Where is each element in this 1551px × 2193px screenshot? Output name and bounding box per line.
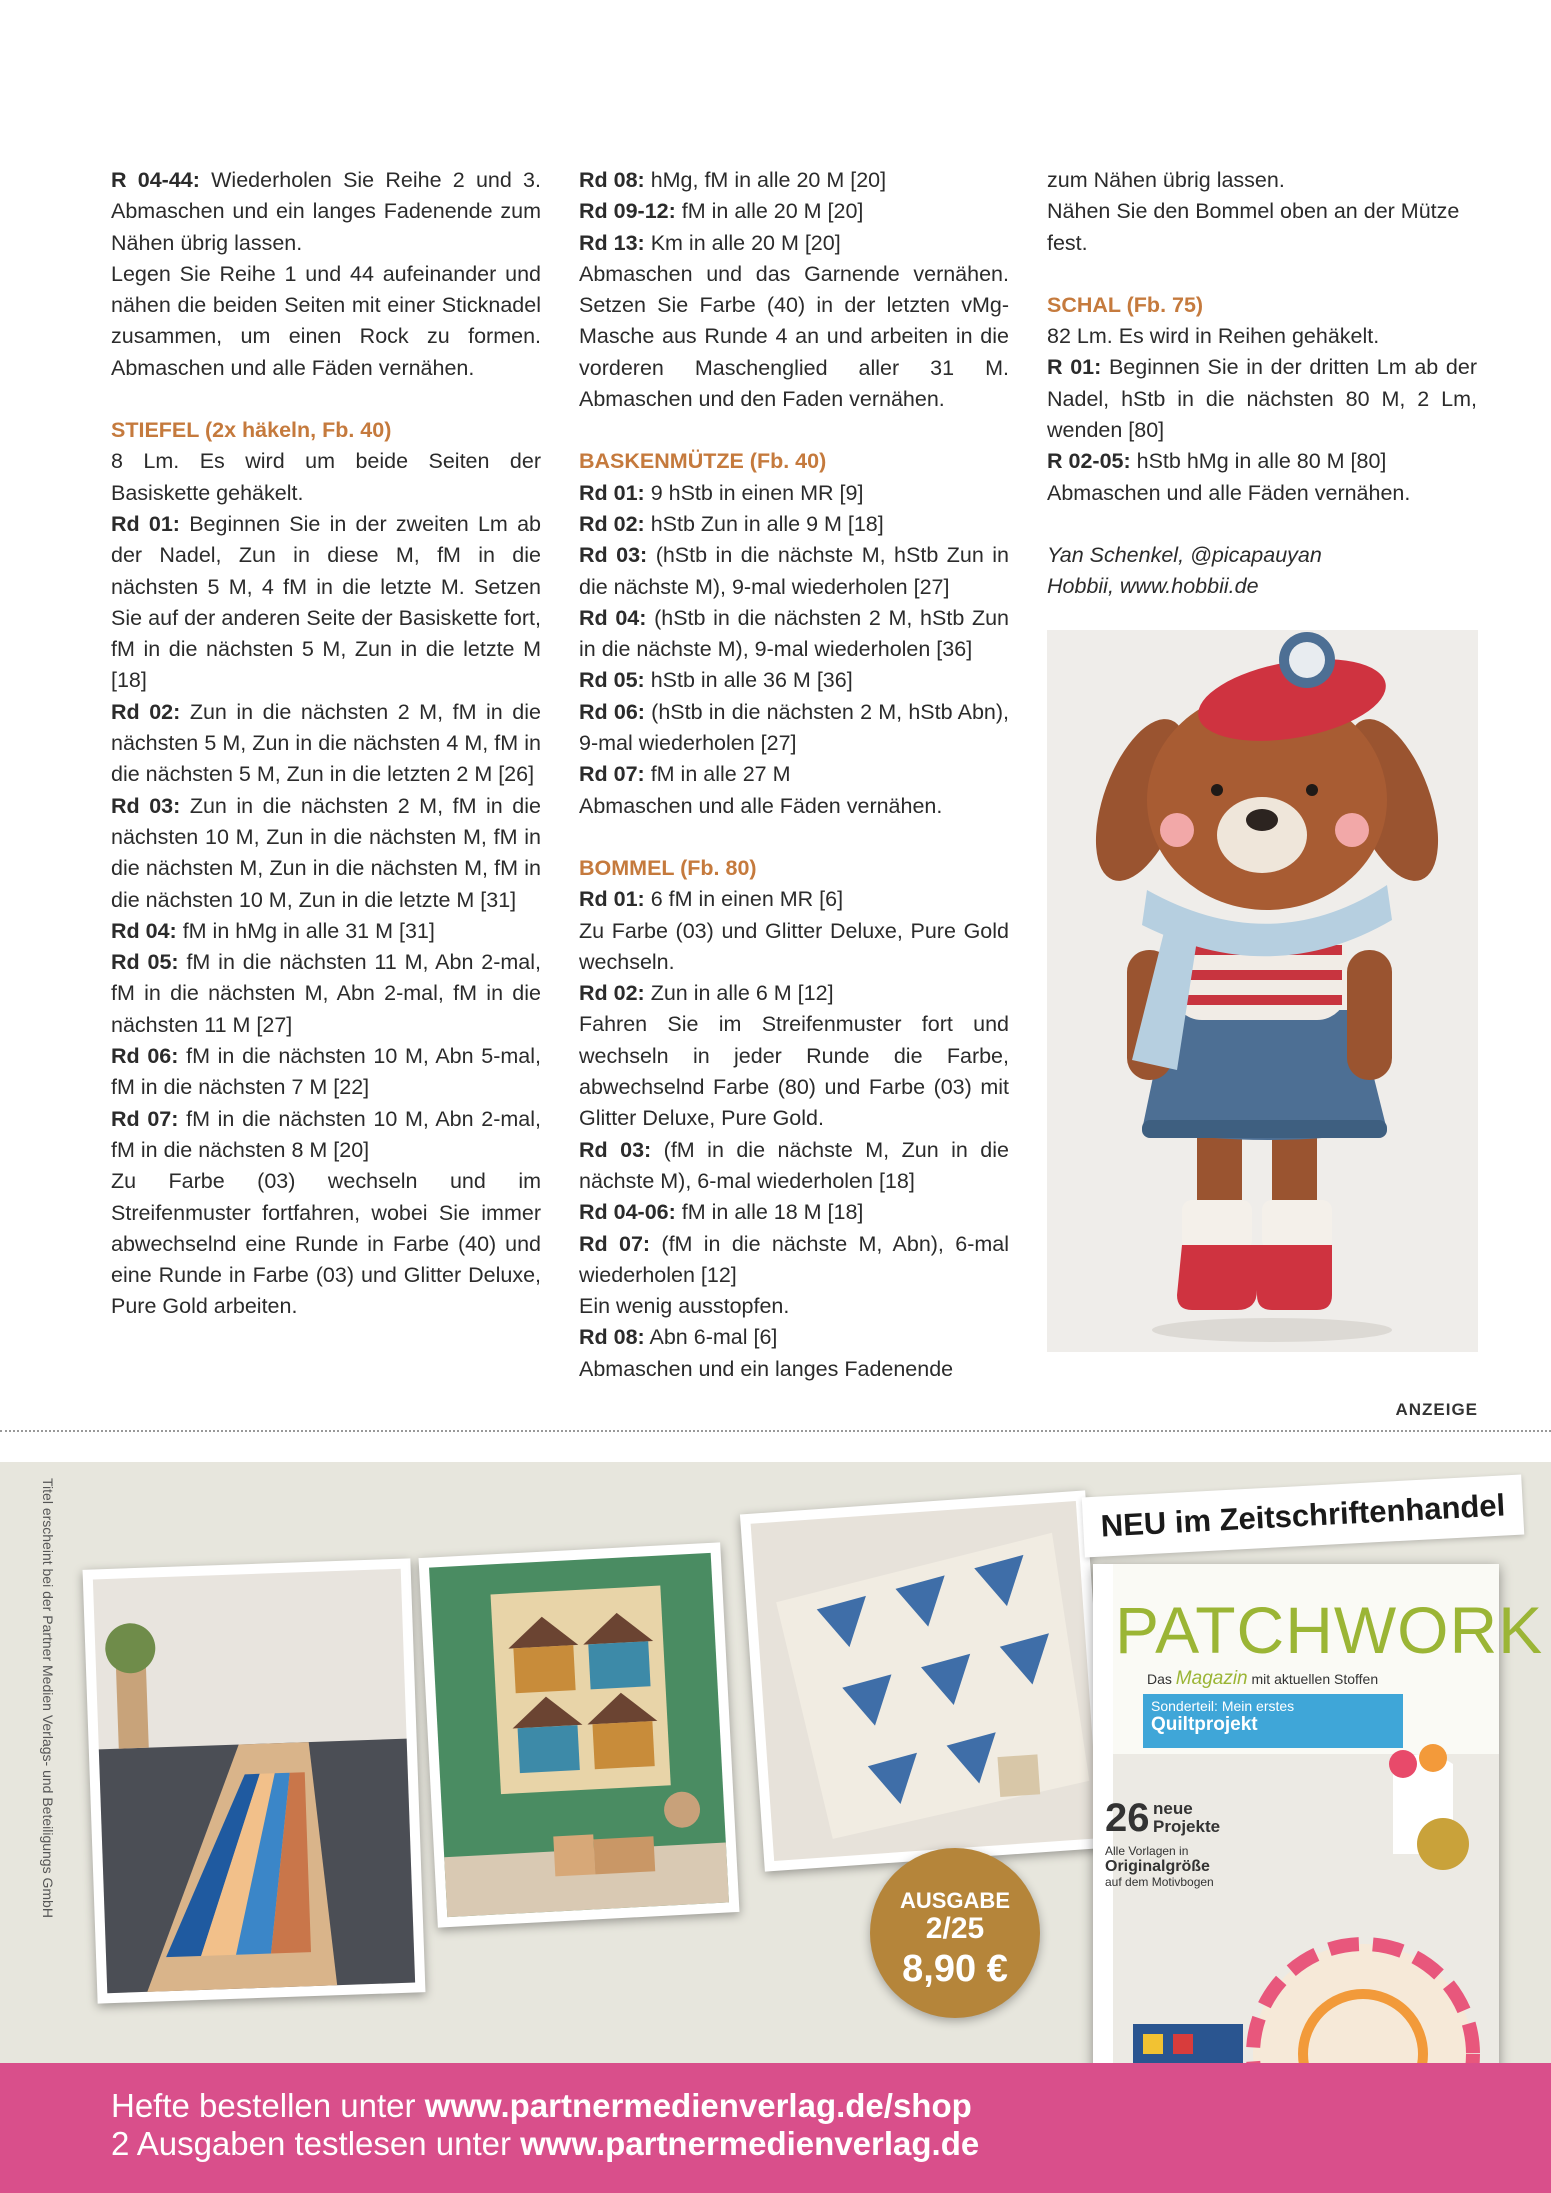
amigurumi-doll-illustration [1047,630,1478,1352]
publisher-link[interactable]: www.partnermedienverlag.de [520,2125,980,2162]
table-runner-image [93,1569,415,1993]
row-text: Zun in die nächsten 2 M, fM in die nächsten 5 M, Zun in die nächsten 4 M, fM in die nächsten 5 M, Zun in die letzten 2 M [26] [111,699,541,787]
row-item [579,665,1009,696]
row-item [579,697,1009,760]
row-item [111,1041,541,1104]
ad-label: ANZEIGE [1395,1400,1478,1419]
publisher-note-text: Titel erscheint bei der Partner Medien Verlags- und Beteiligungs GmbH [40,1478,56,1918]
row-text: Beginnen Sie in der dritten Lm ab der Nadel, hStb in die nächsten 80 M, 2 Lm, wenden [80] [1047,355,1478,443]
row-item [111,947,541,1041]
row-text: Km in alle 20 M [20] [644,230,841,255]
paragraph: Abmaschen und das Garnende vernähen. Setzen Sie Farbe (40) in der letzten vMg-Masche aus Runde 4 an und arbeiten in die vorderen Maschenglied aller 31 M. Abmaschen und den Faden vernähen. [579,261,1009,412]
row-label: Rd 02: [579,511,645,536]
special-section-box [1143,1694,1403,1748]
subtitle-post: mit aktuellen Stoffen [1247,1671,1379,1687]
photo-house-quilt [419,1542,740,1927]
row-label: Rd 02: [111,699,181,724]
orig-line-1: Alle Vorlagen in [1105,1844,1189,1858]
row-text: Abn 6-mal [6] [644,1325,778,1350]
paragraph: Nähen Sie den Bommel oben an der Mütze fest. [1047,199,1460,255]
column-2 [579,165,1009,1385]
order-line-1 [111,2087,972,2125]
source-credit: Hobbii, www.hobbii.de [1047,574,1259,599]
heading-schal: SCHAL (Fb. 75) [1047,292,1204,317]
publisher-note [36,1478,76,2018]
row-label: Rd 08: [579,1325,645,1350]
paragraph: Ein wenig ausstopfen. [579,1294,790,1319]
new-in-stores-label: NEU im Zeitschriftenhandel [1082,1475,1525,1558]
order-banner [0,2063,1551,2193]
order-line-2 [111,2125,979,2163]
order-line-1-text: Hefte bestellen unter [111,2087,425,2124]
row-label: R 01: [1047,355,1102,380]
row-item [111,791,541,916]
magazine-subtitle [1147,1668,1378,1690]
row-item [579,978,1009,1009]
paragraph: zum Nähen übrig lassen. [1047,168,1285,192]
row-item [579,1229,1009,1292]
row-label: Rd 02: [579,981,645,1006]
subtitle-magazin: Magazin [1175,1668,1248,1689]
row-item [579,884,1009,915]
row-label: Rd 03: [111,793,181,818]
row-text: Zun in alle 6 M [12] [644,981,834,1006]
badge-price: 8,90 € [902,1948,1008,1990]
paragraph: Zu Farbe (03) und Glitter Deluxe, Pure Gold wechseln. [579,918,1009,974]
row-item [1047,446,1477,477]
row-label: Rd 08: [579,168,645,192]
photo-table-runner [83,1558,426,2003]
row-item [111,697,541,791]
row-text: (fM in die nächste M, Zun in die nächste M), 6-mal wiederholen [18] [579,1137,1009,1193]
paragraph [111,165,541,259]
author-credit: Yan Schenkel, @picapauyan [1047,542,1322,567]
heading-baskenmuetze: BASKENMÜTZE (Fb. 40) [579,449,827,474]
paragraph: Abmaschen und alle Fäden vernähen. [1047,480,1411,505]
row-label: Rd 06: [579,699,645,724]
house-quilt-image [429,1553,729,1917]
orig-line-3: auf dem Motivbogen [1105,1875,1214,1889]
row-label: Rd 06: [111,1044,179,1069]
paragraph: Abmaschen und alle Fäden vernähen. [579,793,943,818]
row-text: fM in alle 20 M [20] [675,199,864,224]
row-item [579,509,1009,540]
originals-note [1105,1844,1214,1890]
row-text: fM in die nächsten 10 M, Abn 2-mal, fM in die nächsten 8 M [20] [111,1106,541,1162]
row-item [579,1322,1009,1353]
row-text: fM in alle 27 M [644,762,791,787]
row-label: Rd 05: [111,950,179,975]
row-item [579,228,1009,259]
row-text: 9 hStb in einen MR [9] [644,480,864,505]
row-label: R 02-05: [1047,449,1131,474]
paragraph: 8 Lm. Es wird um beide Seiten der Basiskette gehäkelt. [111,449,541,505]
badge-issue-number: 2/25 [925,1912,985,1945]
row-label: Rd 04-06: [579,1200,676,1225]
project-count: 26 [1105,1796,1150,1840]
badge-issue-label: AUSGABE [899,1888,1010,1913]
row-text: hStb hMg in alle 80 M [80] [1130,449,1387,474]
row-text: 6 fM in einen MR [6] [644,887,844,912]
paragraph: Abmaschen und ein langes Fadenende [579,1356,954,1381]
row-label: Rd 01: [111,511,180,536]
row-item [579,603,1009,666]
paragraph: Legen Sie Reihe 1 und 44 aufeinander und nähen die beiden Seiten mit einer Sticknadel zusammen, um einen Rock zu formen. Abmaschen und alle Fäden vernähen. [111,261,541,380]
amigurumi-photo [1047,630,1478,1352]
new-projects-label [1153,1800,1220,1836]
row-label: Rd 05: [579,668,645,693]
paragraph: Zu Farbe (03) wechseln und im Streifenmuster fortfahren, wobei Sie immer abwechselnd eine Runde in Farbe (40) und eine Runde in Farbe (03) und Glitter Deluxe, Pure Gold arbeiten. [111,1169,541,1319]
row-text: fM in die nächsten 10 M, Abn 5-mal, fM in die nächsten 7 M [22] [111,1044,541,1100]
column-1 [111,165,541,1323]
row-label: Rd 04: [579,605,647,630]
row-label: Rd 01: [579,480,645,505]
shop-link[interactable]: www.partnermedienverlag.de/shop [424,2087,972,2124]
divider [0,1430,1551,1432]
row-text: hStb in alle 36 M [36] [644,668,853,693]
row-item [111,1104,541,1167]
heading-stiefel: STIEFEL (2x häkeln, Fb. 40) [111,418,392,443]
special-line-2: Quiltprojekt [1151,1714,1258,1735]
order-line-2-text: 2 Ausgaben testlesen unter [111,2125,521,2162]
row-text: fM in alle 18 M [18] [675,1200,864,1225]
paragraph: Fahren Sie im Streifenmuster fort und wechseln in jeder Runde die Farbe, abwechselnd Farbe (80) und Farbe (03) mit Glitter Deluxe, Pure Gold. [579,1012,1009,1131]
row-text: fM in die nächsten 11 M, Abn 2-mal, fM in die nächsten M, Abn 2-mal, fM in die nächsten 11 M [27] [111,950,541,1037]
row-item [111,509,541,697]
projekte-text: Projekte [1153,1817,1221,1836]
row-label: Rd 03: [579,1137,652,1162]
row-item [579,196,1009,227]
row-text: Zun in die nächsten 2 M, fM in die nächsten 10 M, Zun in die nächsten M, fM in die nächsten M, Zun in die nächsten M, fM in die nächsten 10 M, Zun in die letzte M [31] [111,793,541,912]
row-item [579,540,1009,603]
row-text: hMg, fM in alle 20 M [20] [644,168,887,192]
row-label: Rd 09-12: [579,199,676,224]
row-text: (fM in die nächste M, Abn), 6-mal wiederholen [12] [579,1231,1009,1287]
row-text: Wiederholen Sie Reihe 2 und 3. Abmaschen und ein langes Fadenende zum Nähen übrig lassen. [111,168,541,255]
orig-line-2: Originalgröße [1105,1858,1210,1875]
row-label: Rd 07: [579,1231,651,1256]
paragraph: 82 Lm. Es wird in Reihen gehäkelt. [1047,324,1380,349]
row-item [579,1135,1009,1198]
row-label: Rd 03: [579,543,648,568]
row-item [579,759,1009,790]
row-text: (hStb in die nächsten 2 M, hStb Zun in die nächste M), 9-mal wiederholen [36] [579,605,1009,662]
row-text: fM in hMg in alle 31 M [31] [176,918,435,943]
magazine-title: PATCHWORK [1115,1593,1544,1667]
subtitle-pre: Das [1147,1671,1176,1687]
blue-quilt-image [751,1501,1100,1861]
row-item [579,165,1009,196]
column-3 [1047,165,1477,603]
row-text: (hStb in die nächsten 2 M, hStb Abn), 9-mal wiederholen [27] [579,699,1009,756]
row-item [579,478,1009,509]
row-label: R 04-44: [111,168,200,192]
price-badge [870,1848,1040,2018]
row-text: (hStb in die nächste M, hStb Zun in die nächste M), 9-mal wiederholen [27] [579,543,1010,599]
row-item [579,1197,1009,1228]
row-text: hStb Zun in alle 9 M [18] [644,511,884,536]
special-line-1: Sonderteil: Mein erstes [1151,1698,1295,1714]
neu-text: neue [1153,1799,1193,1818]
row-label: Rd 04: [111,918,177,943]
photo-blue-quilt [740,1490,1110,1871]
row-label: Rd 13: [579,230,645,255]
row-label: Rd 07: [579,762,645,787]
row-label: Rd 01: [579,887,645,912]
row-item [111,916,541,947]
row-item [1047,352,1477,446]
heading-bommel: BOMMEL (Fb. 80) [579,855,757,880]
row-text: Beginnen Sie in der zweiten Lm ab der Nadel, Zun in diese M, fM in die nächsten 5 M, 4 fM in die letzte M. Setzen Sie auf der anderen Seite der Basiskette fort, fM in die nächsten 5 M, Zun in die letzte M [18] [111,511,541,693]
row-label: Rd 07: [111,1106,179,1131]
